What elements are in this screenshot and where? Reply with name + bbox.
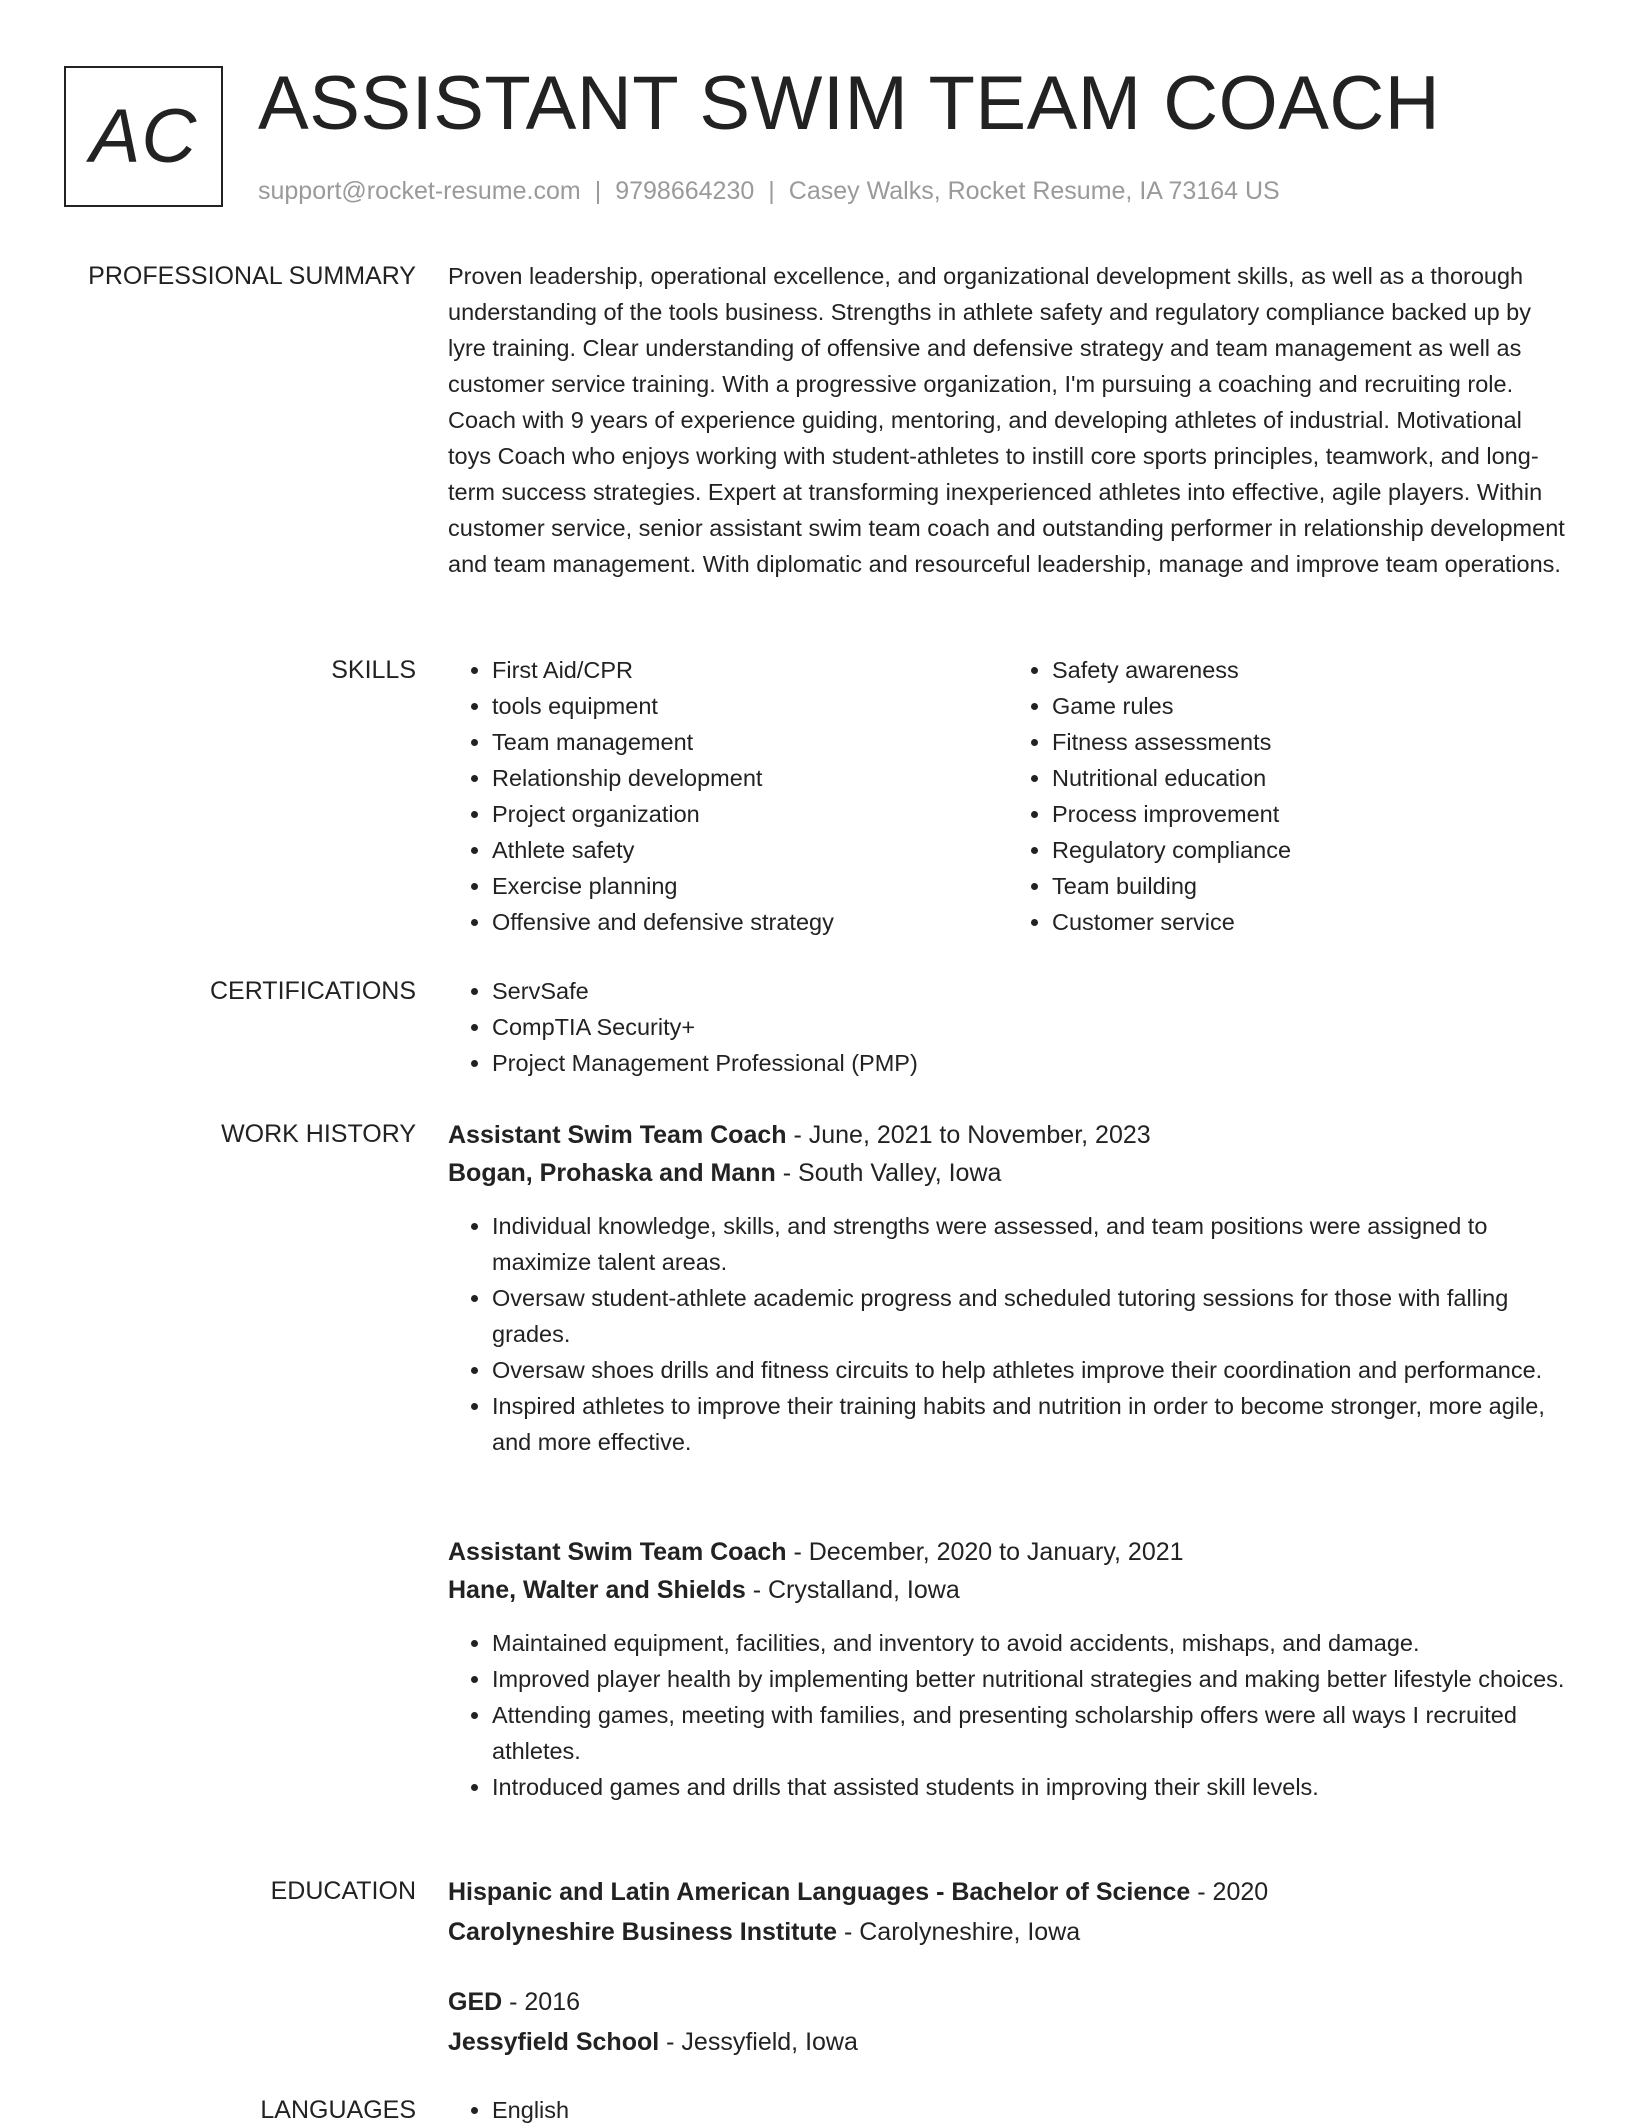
job-bullets bbox=[448, 1625, 1568, 1805]
summary-text: Proven leadership, operational excellence, and organizational development skills, as well as a thorough understanding of the tools business. Strengths in athlete safety and regulatory compliance backed up by lyre training. Clear understanding of offensive and defensive strategy and team management as well as customer service training. With a progressive organization, I'm pursuing a coaching and recruiting role. Coach with 9 years of experience guiding, mentoring, and developing athletes of industrial. Motivational toys Coach who enjoys working with student-athletes to instill core sports principles, teamwork, and long-term success strategies. Expert at transforming inexperienced athletes into effective, agile players. Within customer service, senior assistant swim team coach and outstanding performer in relationship development and team management. With diplomatic and resourceful leadership, manage and improve team operations. bbox=[448, 263, 1565, 577]
contact-address: Casey Walks, Rocket Resume, IA 73164 US bbox=[788, 177, 1280, 205]
section-label-education: EDUCATION bbox=[270, 1877, 416, 1905]
education-year: - 2020 bbox=[1190, 1878, 1269, 1906]
job-company: Hane, Walter and Shields bbox=[448, 1576, 746, 1604]
education-school-line bbox=[448, 1913, 1568, 1951]
job-entry bbox=[448, 1533, 1568, 1805]
resume-name: ASSISTANT SWIM TEAM COACH bbox=[258, 61, 1441, 146]
job-company: Bogan, Prohaska and Mann bbox=[448, 1159, 776, 1187]
skill-item: • tools equipment bbox=[492, 688, 1008, 724]
section-label-certifications: CERTIFICATIONS bbox=[209, 977, 416, 1005]
job-dates: - December, 2020 to January, 2021 bbox=[786, 1538, 1184, 1566]
job-company-line bbox=[448, 1154, 1568, 1192]
skill-item: • Process improvement bbox=[1052, 796, 1568, 832]
skills-body bbox=[448, 652, 1568, 940]
education-degree-line bbox=[448, 1983, 1568, 2021]
section-label-skills: SKILLS bbox=[331, 656, 416, 684]
skill-item: • Game rules bbox=[1052, 688, 1568, 724]
job-bullet: • Attending games, meeting with families, and presenting scholarship offers were all ways I recruited athletes. bbox=[492, 1697, 1568, 1769]
work-history-body bbox=[448, 1116, 1568, 1460]
skill-item: • Athlete safety bbox=[492, 832, 1008, 868]
job-title: Assistant Swim Team Coach bbox=[448, 1538, 787, 1566]
skill-item: • Nutritional education bbox=[1052, 760, 1568, 796]
education-degree: GED bbox=[448, 1988, 503, 2016]
contact-email: support@rocket-resume.com bbox=[258, 177, 581, 205]
job-bullet: • Oversaw shoes drills and fitness circuits to help athletes improve their coordination and performance. bbox=[492, 1352, 1568, 1388]
skill-item: • Exercise planning bbox=[492, 868, 1008, 904]
skill-item: • Regulatory compliance bbox=[1052, 832, 1568, 868]
certification-item: • ServSafe bbox=[492, 973, 1568, 1009]
education-school: Carolyneshire Business Institute bbox=[448, 1918, 838, 1946]
contact-separator: | bbox=[768, 177, 775, 205]
languages-list bbox=[448, 2092, 1568, 2128]
summary-body bbox=[448, 258, 1568, 582]
contact-phone: 9798664230 bbox=[615, 177, 755, 205]
section-label-summary: PROFESSIONAL SUMMARY bbox=[88, 262, 416, 290]
education-school-line bbox=[448, 2023, 1568, 2061]
job-bullet: • Improved player health by implementing better nutritional strategies and making better lifestyle choices. bbox=[492, 1661, 1568, 1697]
job-bullet: • Maintained equipment, facilities, and inventory to avoid accidents, mishaps, and damage. bbox=[492, 1625, 1568, 1661]
language-item: • English bbox=[492, 2092, 1568, 2128]
job-dates: - June, 2021 to November, 2023 bbox=[786, 1121, 1151, 1149]
job-bullet: • Inspired athletes to improve their training habits and nutrition in order to become stronger, more agile, and more effective. bbox=[492, 1388, 1568, 1460]
skill-item: • Team management bbox=[492, 724, 1008, 760]
job-company-line bbox=[448, 1571, 1568, 1609]
skill-item: • Project organization bbox=[492, 796, 1008, 832]
contact-separator: | bbox=[594, 177, 602, 205]
job-bullet: • Individual knowledge, skills, and strengths were assessed, and team positions were assigned to maximize talent areas. bbox=[492, 1208, 1568, 1280]
job-title: Assistant Swim Team Coach bbox=[448, 1121, 787, 1149]
job-bullets bbox=[448, 1208, 1568, 1460]
section-label-work-history: WORK HISTORY bbox=[221, 1120, 416, 1148]
skill-item: • Relationship development bbox=[492, 760, 1008, 796]
languages-body bbox=[448, 2092, 1568, 2128]
education-school: Jessyfield School bbox=[448, 2028, 660, 2056]
education-body-2 bbox=[448, 1983, 1568, 2061]
certification-item: • CompTIA Security+ bbox=[492, 1009, 1568, 1045]
skill-item: • Customer service bbox=[1052, 904, 1568, 940]
monogram-initials: AC bbox=[64, 66, 223, 207]
job-location: - South Valley, Iowa bbox=[775, 1159, 1002, 1187]
job-bullet: • Introduced games and drills that assisted students in improving their skill levels. bbox=[492, 1769, 1568, 1805]
job-title-line bbox=[448, 1533, 1568, 1571]
certifications-body bbox=[448, 973, 1568, 1081]
education-degree-line bbox=[448, 1873, 1568, 1911]
job-bullet: • Oversaw student-athlete academic progress and scheduled tutoring sessions for those with falling grades. bbox=[492, 1280, 1568, 1352]
skill-item: • Safety awareness bbox=[1052, 652, 1568, 688]
education-location: - Jessyfield, Iowa bbox=[659, 2028, 858, 2056]
skills-list-right bbox=[1008, 652, 1568, 940]
job-title-line bbox=[448, 1116, 1568, 1154]
skill-item: • Fitness assessments bbox=[1052, 724, 1568, 760]
certification-item: • Project Management Professional (PMP) bbox=[492, 1045, 1568, 1081]
education-degree: Hispanic and Latin American Languages - Bachelor of Science bbox=[448, 1878, 1191, 1906]
skills-list-left bbox=[448, 652, 1008, 940]
work-history-body-2 bbox=[448, 1533, 1568, 1805]
skill-item: • Offensive and defensive strategy bbox=[492, 904, 1008, 940]
certifications-list bbox=[448, 973, 1568, 1081]
education-location: - Carolyneshire, Iowa bbox=[837, 1918, 1081, 1946]
skill-item: • Team building bbox=[1052, 868, 1568, 904]
job-location: - Crystalland, Iowa bbox=[745, 1576, 960, 1604]
contact-line bbox=[258, 174, 1280, 208]
education-year: - 2016 bbox=[502, 1988, 581, 2016]
education-body bbox=[448, 1873, 1568, 1951]
section-label-languages: LANGUAGES bbox=[260, 2096, 416, 2124]
skill-item: • First Aid/CPR bbox=[492, 652, 1008, 688]
job-entry bbox=[448, 1116, 1568, 1460]
